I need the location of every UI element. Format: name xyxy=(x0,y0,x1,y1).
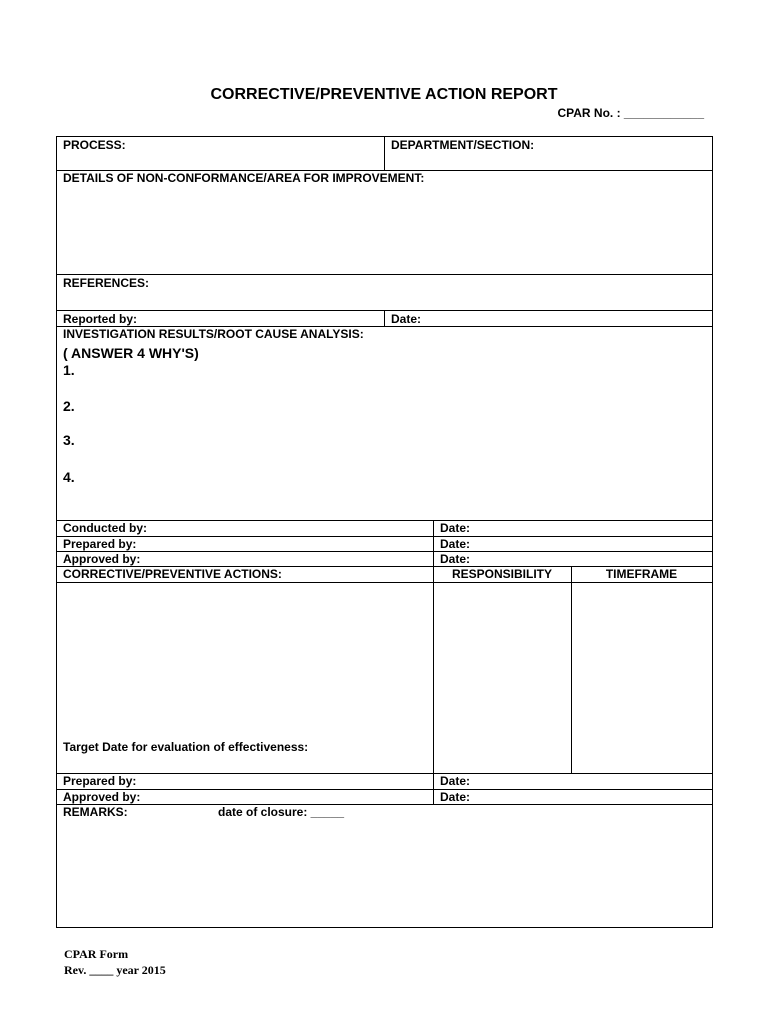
details-field[interactable]: DETAILS OF NON-CONFORMANCE/AREA FOR IMPROVEMENT: xyxy=(63,171,425,185)
why-item-4[interactable]: 4. xyxy=(63,469,75,485)
row-divider xyxy=(56,804,713,805)
page-title: CORRECTIVE/PREVENTIVE ACTION REPORT xyxy=(210,86,558,103)
column-divider xyxy=(433,520,434,789)
actions-prepared-by-field[interactable]: Prepared by: xyxy=(63,774,137,788)
actions-prepared-date-field[interactable]: Date: xyxy=(440,774,471,788)
references-field[interactable]: REFERENCES: xyxy=(63,276,150,290)
column-divider xyxy=(384,136,385,170)
row-divider xyxy=(56,773,713,774)
department-field[interactable]: DEPARTMENT/SECTION: xyxy=(391,138,535,152)
conducted-by-field[interactable]: Conducted by: xyxy=(63,521,147,535)
table-border-right xyxy=(712,136,713,927)
footer-form-name: CPAR Form xyxy=(64,947,129,961)
investigation-heading: INVESTIGATION RESULTS/ROOT CAUSE ANALYSIS: xyxy=(63,327,364,341)
row-divider xyxy=(56,274,713,275)
row-divider xyxy=(56,536,713,537)
actions-approved-date-field[interactable]: Date: xyxy=(440,790,471,804)
answer-instruction: ( ANSWER 4 WHY'S) xyxy=(63,345,199,361)
process-field[interactable]: PROCESS: xyxy=(63,138,126,152)
row-divider xyxy=(56,582,713,583)
why-item-3[interactable]: 3. xyxy=(63,432,75,448)
approved-date-field[interactable]: Date: xyxy=(440,552,471,566)
row-divider xyxy=(56,789,713,790)
column-divider xyxy=(433,789,434,804)
row-divider xyxy=(56,520,713,521)
remarks-field[interactable]: REMARKS: xyxy=(63,805,128,819)
table-border-bottom xyxy=(56,927,713,928)
prepared-by-field[interactable]: Prepared by: xyxy=(63,537,137,551)
date-of-closure-field[interactable]: date of closure: _____ xyxy=(218,805,345,819)
why-item-1[interactable]: 1. xyxy=(63,362,75,378)
responsibility-heading: RESPONSIBILITY xyxy=(451,567,552,581)
reported-by-field[interactable]: Reported by: xyxy=(63,312,138,326)
table-border-left xyxy=(56,136,57,927)
timeframe-heading: TIMEFRAME xyxy=(605,567,678,581)
actions-heading: CORRECTIVE/PREVENTIVE ACTIONS: xyxy=(63,567,282,581)
target-date-field[interactable]: Target Date for evaluation of effectiveness: xyxy=(63,740,309,754)
column-divider xyxy=(384,310,385,326)
prepared-date-field[interactable]: Date: xyxy=(440,537,471,551)
footer-revision: Rev. ____ year 2015 xyxy=(64,963,166,977)
conducted-date-field[interactable]: Date: xyxy=(440,521,471,535)
approved-by-field[interactable]: Approved by: xyxy=(63,552,141,566)
cpar-number-field[interactable]: CPAR No. : ____________ xyxy=(557,106,704,120)
reported-date-field[interactable]: Date: xyxy=(391,312,422,326)
actions-approved-by-field[interactable]: Approved by: xyxy=(63,790,141,804)
row-divider xyxy=(56,551,713,552)
why-item-2[interactable]: 2. xyxy=(63,398,75,414)
column-divider xyxy=(571,566,572,773)
